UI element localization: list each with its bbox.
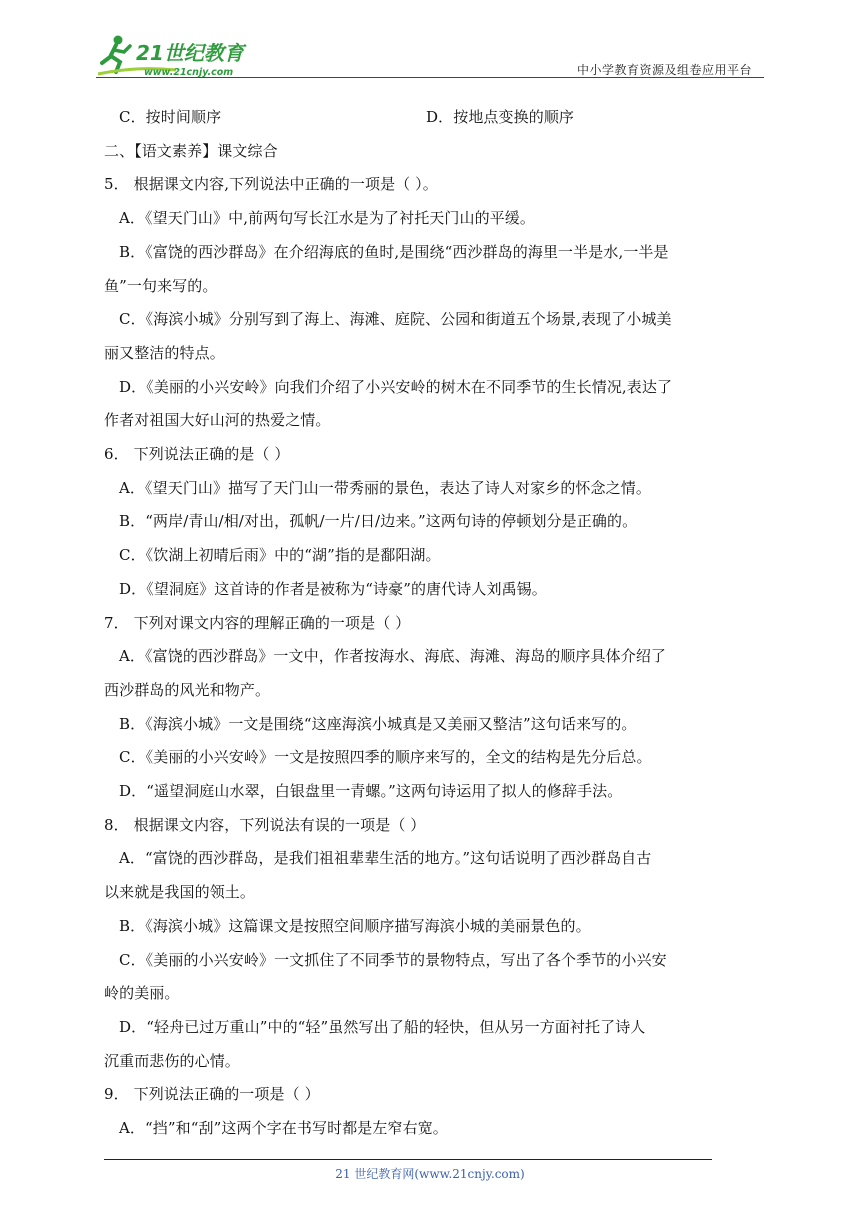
q5-option-a: A．《望天门山》中,前两句写长江水是为了衬托天门山的平缓。 xyxy=(119,209,536,228)
q8-option-b: B．《海滨小城》这篇课文是按照空间顺序描写海滨小城的美丽景色的。 xyxy=(119,916,591,935)
q8-option-d: D．“轻舟已过万重山”中的“轻”虽然写出了船的轻快，但从另一方面衬托了诗人 xyxy=(119,1017,646,1036)
q5-option-b: B．《富饶的西沙群岛》在介绍海底的鱼时,是围绕“西沙群岛的海里一半是水,一半是 xyxy=(119,242,669,261)
q5-option-d-cont: 作者对祖国大好山河的热爱之情。 xyxy=(104,411,331,430)
q8-option-c: C．《美丽的小兴安岭》一文抓住了不同季节的景物特点，写出了各个季节的小兴安 xyxy=(119,950,667,969)
platform-name: 中小学教育资源及组卷应用平台 xyxy=(576,63,752,77)
logo-text: 21世纪教育 xyxy=(136,41,244,65)
site-logo[interactable] xyxy=(96,30,266,80)
q9-option-a: A．“挡”和“刮”这两个字在书写时都是左窄右宽。 xyxy=(119,1119,448,1138)
section-heading: 二、【语文素养】课文综合 xyxy=(104,141,278,160)
q8-option-c-cont: 岭的美丽。 xyxy=(104,984,180,1003)
question-6-stem: 6． 下列说法正确的是（ ） xyxy=(104,445,290,464)
q7-option-a-cont: 西沙群岛的风光和物产。 xyxy=(104,680,271,699)
q7-option-a: A．《富饶的西沙群岛》一文中，作者按海水、海底、海滩、海岛的顺序具体介绍了 xyxy=(119,647,667,666)
q5-option-d: D．《美丽的小兴安岭》向我们介绍了小兴安岭的树木在不同季节的生长情况,表达了 xyxy=(119,377,673,396)
q5-option-c: C．《海滨小城》分别写到了海上、海滩、庭院、公园和街道五个场景,表现了小城美 xyxy=(119,310,672,329)
option-c: C．按时间顺序 xyxy=(119,108,222,126)
option-d: D．按地点变换的顺序 xyxy=(426,108,575,126)
q5-option-c-cont: 丽又整洁的特点。 xyxy=(104,343,225,362)
q7-option-c: C．《美丽的小兴安岭》一文是按照四季的顺序来写的，全文的结构是先分后总。 xyxy=(119,748,652,767)
q5-option-b-cont: 鱼”一句来写的。 xyxy=(104,276,218,295)
footer-link[interactable]: 21 世纪教育网(www.21cnjy.com) xyxy=(335,1167,525,1181)
header-rule xyxy=(96,77,764,78)
q6-option-d: D．《望洞庭》这首诗的作者是被称为“诗豪”的唐代诗人刘禹锡。 xyxy=(119,579,547,598)
q6-option-a: A．《望天门山》描写了天门山一带秀丽的景色，表达了诗人对家乡的怀念之情。 xyxy=(119,478,651,497)
q6-option-b: B．“两岸/青山/相/对出，孤帆/一片/日/边来。”这两句诗的停顿划分是正确的。 xyxy=(119,512,638,531)
q8-option-a: A．“富饶的西沙群岛，是我们祖祖辈辈生活的地方。”这句话说明了西沙群岛自古 xyxy=(119,849,652,868)
footer-rule xyxy=(104,1159,712,1160)
document-body xyxy=(104,101,760,1146)
page-header xyxy=(0,0,860,80)
q6-option-c: C．《饮湖上初晴后雨》中的“湖”指的是鄱阳湖。 xyxy=(119,546,441,565)
question-8-stem: 8． 根据课文内容，下列说法有误的一项是（ ） xyxy=(104,815,426,834)
q7-option-b: B．《海滨小城》一文是围绕“这座海滨小城真是又美丽又整洁”这句话来写的。 xyxy=(119,714,637,733)
question-5-stem: 5． 根据课文内容,下列说法中正确的一项是（ ）。 xyxy=(104,175,438,194)
q8-option-d-cont: 沉重而悲伤的心情。 xyxy=(104,1051,240,1070)
logo-url: www.21cnjy.com xyxy=(144,67,234,78)
question-7-stem: 7． 下列对课文内容的理解正确的一项是（ ） xyxy=(104,613,411,632)
logo-graphic xyxy=(96,30,266,80)
q7-option-d: D．“遥望洞庭山水翠，白银盘里一青螺。”这两句诗运用了拟人的修辞手法。 xyxy=(119,782,623,801)
q8-option-a-cont: 以来就是我国的领土。 xyxy=(104,883,256,902)
question-9-stem: 9． 下列说法正确的一项是（ ） xyxy=(104,1085,320,1104)
options-cd-row xyxy=(104,101,760,135)
